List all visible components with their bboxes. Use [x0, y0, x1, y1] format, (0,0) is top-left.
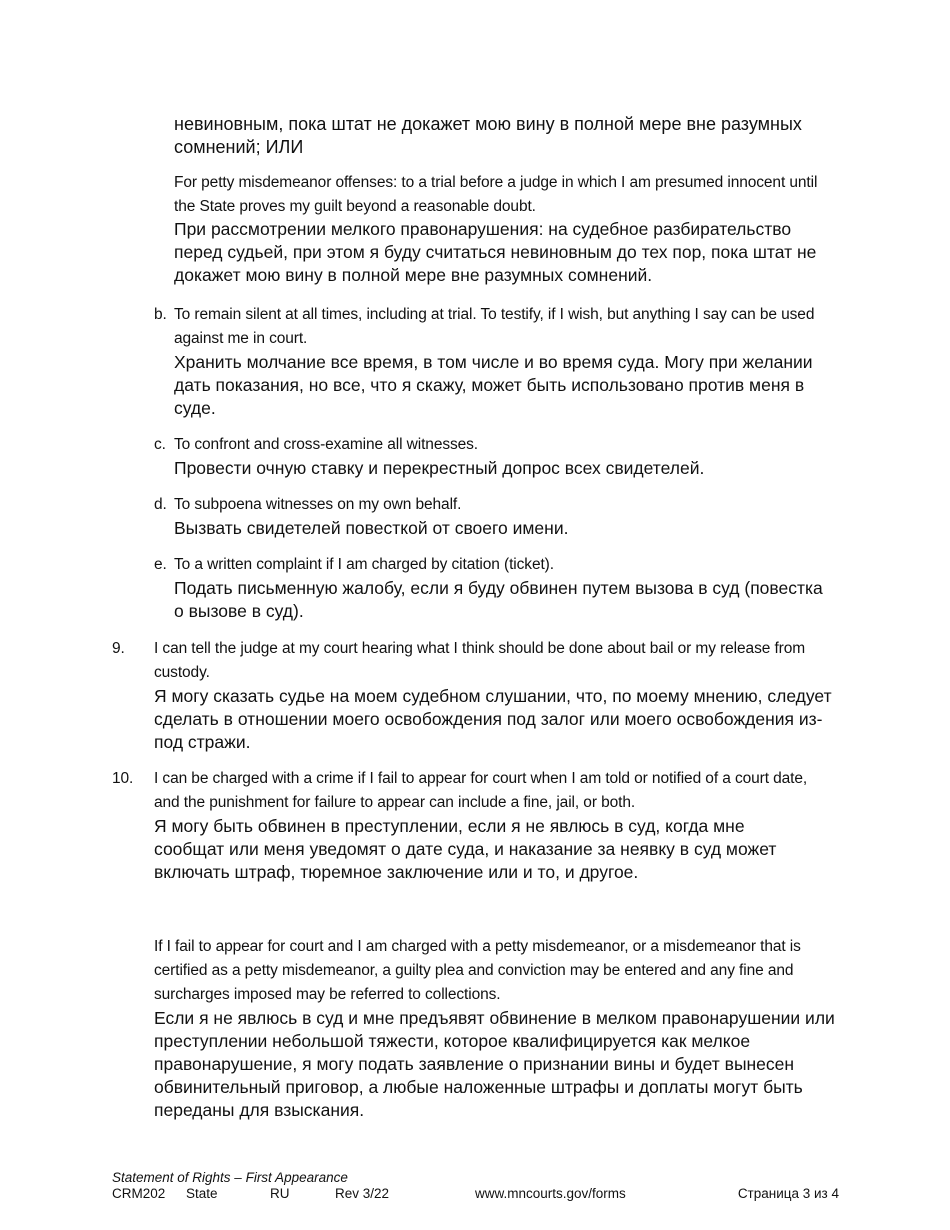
sub-item-label: e.: [154, 556, 167, 573]
petty-offense-ru: При рассмотрении мелкого правонарушения: на судебное разбирательство перед судьей, при этом я буду считаться невиновным до тех пор, пока штат не докажет мою вину в полной мере вне разумных сомнений.: [174, 219, 817, 285]
item-number: 10.: [112, 770, 134, 787]
sub-item-en: To confront and cross-examine all witnesses.: [174, 436, 479, 453]
footer-language: RU: [270, 1186, 290, 1201]
footer-revision: Rev 3/22: [335, 1186, 390, 1201]
petty-offense-en: For petty misdemeanor offenses: to a trial before a judge in which I am presumed innocent until the State proves my guilt beyond a reasonable doubt.: [174, 174, 818, 215]
footer-form-code: CRM202: [112, 1186, 166, 1201]
footer-title: Statement of Rights – First Appearance: [112, 1170, 348, 1185]
item-a-continuation: [174, 113, 854, 159]
item-ru: Я могу сказать судье на моем судебном слушании, что, по моему мнению, следует сделать в отношении моего освобождения под залог или моего освобождения из-под стражи.: [154, 686, 832, 752]
item-en: I can tell the judge at my court hearing what I think should be done about bail or my release from custody.: [154, 640, 806, 681]
closing-paragraph: [154, 935, 844, 1122]
closing-ru: Если я не явлюсь в суд и мне предъявят обвинение в мелком правонарушении или преступлении небольшой тяжести, которое квалифицируется как мелкое правонарушение, я могу подать заявление о признании вины и будет вынесен обвинительный приговор, а любые наложенные штрафы и доплаты могут быть переданы для взыскания.: [154, 1008, 835, 1120]
footer-state: State: [186, 1186, 218, 1201]
petty-offense-block: [174, 171, 838, 287]
sub-item-ru: Подать письменную жалобу, если я буду обвинен путем вызова в суд (повестка о вызове в суд).: [174, 578, 823, 621]
item-number: 9.: [112, 640, 125, 657]
footer-meta: [112, 1186, 839, 1204]
footer-page-number: Страница 3 из 4: [737, 1186, 839, 1201]
sub-item-en: To a written complaint if I am charged by citation (ticket).: [174, 556, 554, 573]
sub-item-label: d.: [154, 496, 167, 513]
footer-url[interactable]: www.mncourts.gov/forms: [475, 1186, 626, 1201]
sub-item-label: c.: [154, 436, 166, 453]
sub-item-en: To remain silent at all times, including at trial. To testify, if I wish, but anything I say can be used against me in court.: [174, 306, 815, 347]
item-ru: Я могу быть обвинен в преступлении, если я не явлюсь в суд, когда мне сообщат или меня уведомят о дате суда, и наказание за неявку в суд может включать штраф, тюремное заключение или и то, и другое.: [154, 816, 777, 882]
sub-item-ru: Вызвать свидетелей повесткой от своего имени.: [174, 518, 569, 538]
sub-item-en: To subpoena witnesses on my own behalf.: [174, 496, 462, 513]
sub-item-ru: Провести очную ставку и перекрестный допрос всех свидетелей.: [174, 458, 705, 478]
item-a-ru-tail: невиновным, пока штат не докажет мою вину в полной мере вне разумных сомнений; ИЛИ: [174, 114, 802, 157]
item-en: I can be charged with a crime if I fail to appear for court when I am told or notified of a court date, and the punishment for failure to appear can include a fine, jail, or both.: [154, 770, 808, 811]
closing-en: If I fail to appear for court and I am charged with a petty misdemeanor, or a misdemeanor that is certified as a petty misdemeanor, a guilty plea and conviction may be entered and any fine and surcharges imposed may be referred to collections.: [154, 938, 801, 1003]
sub-item-ru: Хранить молчание все время, в том числе и во время суда. Могу при желании дать показания, но все, что я скажу, может быть использовано против меня в суде.: [174, 352, 813, 418]
sub-item-label: b.: [154, 306, 167, 323]
